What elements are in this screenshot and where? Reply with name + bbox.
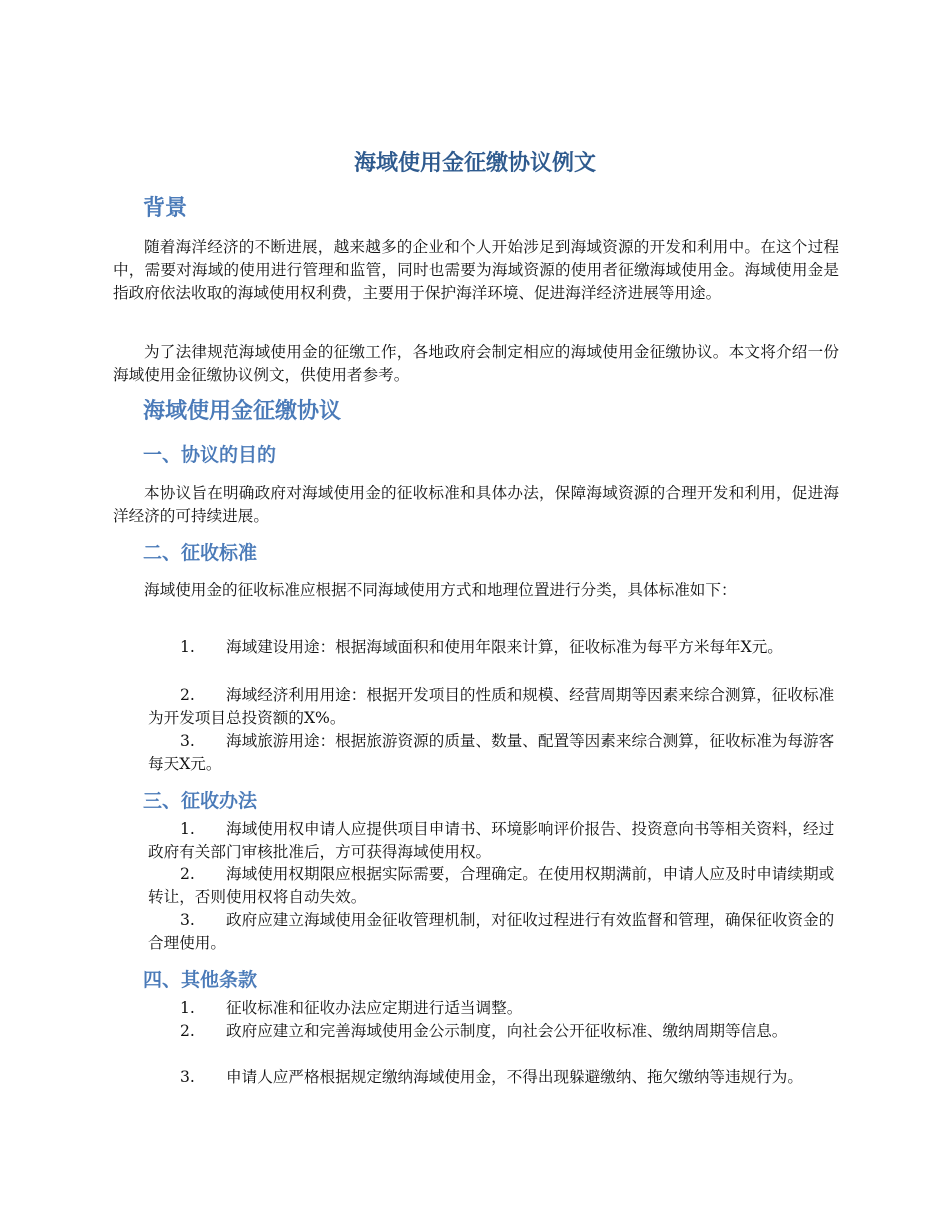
list-item: 2. 海域经济利用用途：根据开发项目的性质和规模、经营周期等因素来综合测算，征收标准为开发项目总投资额的X%。 <box>148 686 835 727</box>
heading-section-1: 一、协议的目的 <box>143 444 277 466</box>
list-item: 2. 海域使用权期限应根据实际需要，合理确定。在使用权期满前，申请人应及时申请续期或转让，否则使用权将自动失效。 <box>148 865 835 906</box>
list-item: 1. 海域建设用途：根据海域面积和使用年限来计算，征收标准为每平方米每年X元。 <box>180 638 783 656</box>
list-item: 1. 征收标准和征收办法应定期进行适当调整。 <box>180 999 523 1017</box>
list-item: 3. 海域旅游用途：根据旅游资源的质量、数量、配置等因素来综合测算，征收标准为每游客每天X元。 <box>148 732 835 773</box>
paragraph-section-1: 本协议旨在明确政府对海域使用金的征收标准和具体办法，保障海域资源的合理开发和利用，促进海洋经济的可持续进展。 <box>113 484 839 525</box>
document-title: 海域使用金征缴协议例文 <box>353 151 596 176</box>
list-item: 2. 政府应建立和完善海域使用金公示制度，向社会公开征收标准、缴纳周期等信息。 <box>180 1022 788 1040</box>
list-item: 3. 政府应建立海域使用金征收管理机制，对征收过程进行有效监督和管理，确保征收资金的合理使用。 <box>148 911 835 952</box>
heading-agreement: 海域使用金征缴协议 <box>143 399 342 424</box>
list-item: 3. 申请人应严格根据规定缴纳海域使用金，不得出现躲避缴纳、拖欠缴纳等违规行为。 <box>180 1068 803 1086</box>
heading-section-4: 四、其他条款 <box>143 969 258 991</box>
list-item: 1. 海域使用权申请人应提供项目申请书、环境影响评价报告、投资意向书等相关资料，经过政府有关部门审核批准后，方可获得海域使用权。 <box>148 820 835 861</box>
paragraph-background-2: 为了法律规范海域使用金的征缴工作，各地政府会制定相应的海域使用金征缴协议。本文将介绍一份海域使用金征缴协议例文，供使用者参考。 <box>113 343 839 384</box>
heading-section-3: 三、征收办法 <box>143 790 258 812</box>
heading-section-2: 二、征收标准 <box>143 542 258 564</box>
paragraph-background-1: 随着海洋经济的不断进展，越来越多的企业和个人开始涉足到海域资源的开发和利用中。在这个过程中，需要对海域的使用进行管理和监管，同时也需要为海域资源的使用者征缴海域使用金。海域使用金是指政府依法收取的海域使用权利费，主要用于保护海洋环境、促进海洋经济进展等用途。 <box>113 238 839 302</box>
paragraph-section-2-intro: 海域使用金的征收标准应根据不同海域使用方式和地理位置进行分类，具体标准如下： <box>144 581 737 599</box>
heading-background: 背景 <box>143 196 188 221</box>
